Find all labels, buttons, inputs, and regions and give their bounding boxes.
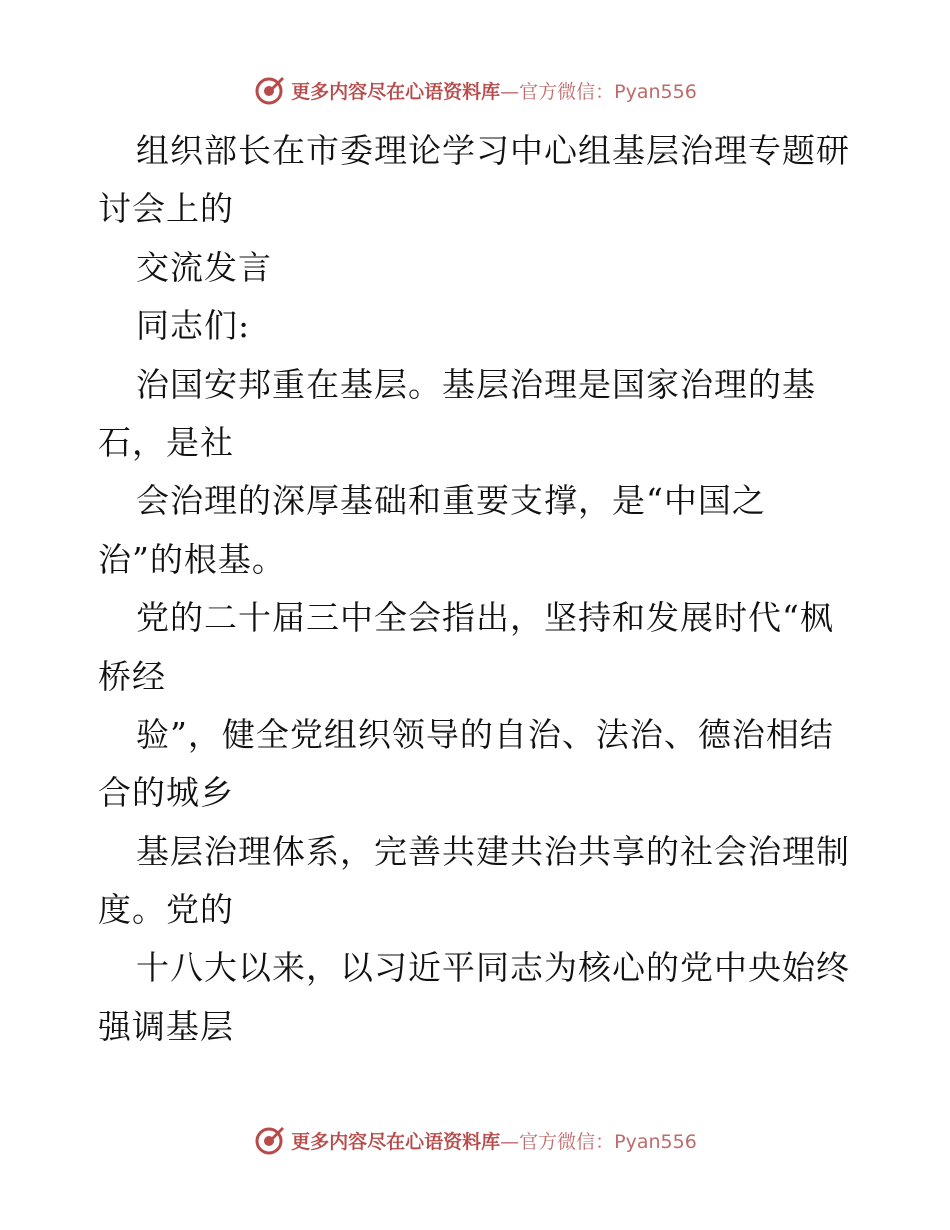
salutation: 同志们: bbox=[136, 306, 251, 346]
banner-main-text: 更多内容尽在心语资料库 bbox=[291, 1130, 501, 1153]
paragraph-line: 十八大以来，以习近平同志为核心的党中央始终 bbox=[136, 948, 850, 988]
paragraph-line: 会治理的深厚基础和重要支撑，是“中国之 bbox=[136, 481, 766, 521]
paragraph-line: 桥经 bbox=[98, 656, 166, 696]
pen-seal-icon bbox=[253, 1124, 285, 1156]
banner-sub-text: —官方微信：Pyan556 bbox=[500, 80, 697, 103]
paragraph-line: 治国安邦重在基层。基层治理是国家治理的基 bbox=[136, 364, 816, 404]
paragraph-line: 验”，健全党组织领导的自治、法治、德治相结 bbox=[136, 714, 834, 754]
footer-banner bbox=[0, 1120, 950, 1160]
paragraph-line: 石，是社 bbox=[98, 422, 234, 462]
paragraph-line: 党的二十届三中全会指出，坚持和发展时代“枫 bbox=[136, 598, 834, 638]
paragraph-line: 治”的根基。 bbox=[98, 539, 286, 579]
paragraph-line: 强调基层 bbox=[98, 1006, 234, 1046]
banner-main-text: 更多内容尽在心语资料库 bbox=[291, 80, 501, 103]
paragraph-line: 基层治理体系，完善共建共治共享的社会治理制 bbox=[136, 831, 850, 871]
document-body bbox=[98, 122, 858, 1056]
header-banner bbox=[0, 70, 950, 110]
banner-sub-text: —官方微信：Pyan556 bbox=[500, 1130, 697, 1153]
title-line-3: 交流发言 bbox=[136, 247, 272, 287]
pen-seal-icon bbox=[253, 74, 285, 106]
title-line-1: 组织部长在市委理论学习中心组基层治理专题研 bbox=[136, 131, 850, 170]
paragraph-line: 度。党的 bbox=[98, 890, 234, 930]
title-line-2: 讨会上的 bbox=[98, 189, 234, 229]
paragraph-line: 合的城乡 bbox=[98, 773, 234, 813]
